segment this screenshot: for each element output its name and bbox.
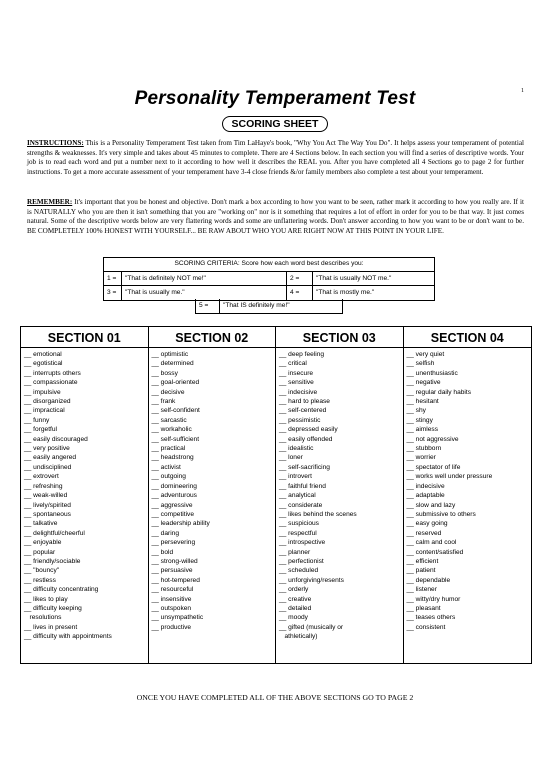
word-item: __ productive xyxy=(151,623,192,631)
word-item: __ resourceful xyxy=(151,586,194,594)
word-item: __ lives in present xyxy=(24,623,78,631)
word-item: __ enjoyable xyxy=(24,539,62,547)
word-item: __ lively/spirited xyxy=(24,501,71,509)
word-item: __ very positive xyxy=(24,445,70,453)
word-item: __ listener xyxy=(406,586,437,594)
section-04-column xyxy=(404,327,532,663)
instructions-paragraph xyxy=(27,139,524,177)
section-02-title: SECTION 02 xyxy=(149,327,276,348)
word-item: __ analytical xyxy=(279,492,316,500)
word-item: __ spectator of life xyxy=(406,463,461,471)
word-item: __ pessimistic xyxy=(279,416,321,424)
word-item: __ egotistical xyxy=(24,360,63,368)
word-item: __ deep feeling xyxy=(279,351,325,358)
word-item: __ outspoken xyxy=(151,604,192,612)
word-item: __ likes behind the scenes xyxy=(279,510,357,518)
word-item: __ regular daily habits xyxy=(406,388,472,396)
word-item: __ self-confident xyxy=(151,407,200,415)
page-title: Personality Temperament Test xyxy=(134,88,416,109)
word-item: __ moody xyxy=(279,614,308,622)
criteria-number: 4 = xyxy=(287,286,313,300)
word-item: __ calm and cool xyxy=(406,539,457,547)
footer-instruction: ONCE YOU HAVE COMPLETED ALL OF THE ABOVE SECTIONS GO TO PAGE 2 xyxy=(136,693,414,702)
word-item: __ interrupts others xyxy=(24,369,81,377)
word-item: __ bold xyxy=(151,548,174,556)
word-item: __ gifted (musically or xyxy=(279,623,344,631)
word-item: __ very quiet xyxy=(406,351,445,358)
word-item: __ compassionate xyxy=(24,379,78,387)
word-item: __ detailed xyxy=(279,604,312,612)
section-02-list xyxy=(149,348,276,632)
word-item: __ unenthusiastic xyxy=(406,369,458,377)
word-item: __ spontaneous xyxy=(24,510,71,518)
word-item: __ orderly xyxy=(279,586,309,594)
word-item: __ scheduled xyxy=(279,567,319,575)
word-item: __ "bouncy" xyxy=(24,567,60,575)
word-item: __ self-sacrificing xyxy=(279,463,330,471)
word-item: __ shy xyxy=(406,407,426,415)
word-item: __ sarcastic xyxy=(151,416,187,424)
word-item: __ disorganized xyxy=(24,398,71,406)
word-item: __ workaholic xyxy=(151,426,192,434)
section-03-column xyxy=(276,327,404,663)
scoring-criteria-title: SCORING CRITERIA: Score how each word best describes you: xyxy=(174,260,364,267)
section-01-list xyxy=(21,348,148,642)
word-item: __ undisciplined xyxy=(24,463,72,471)
word-item: __ difficulty with appointments xyxy=(24,633,112,641)
criteria-number: 5 = xyxy=(196,299,220,313)
word-item: __ unsympathetic xyxy=(151,614,204,622)
word-item: __ aggressive xyxy=(151,501,193,509)
section-01-title: SECTION 01 xyxy=(21,327,148,348)
word-item: __ worrier xyxy=(406,454,436,462)
word-item: __ depressed easily xyxy=(279,426,338,434)
word-item: __ easily offended xyxy=(279,435,333,443)
word-item: __ delightful/cheerful xyxy=(24,529,85,537)
word-item: __ respectful xyxy=(279,529,317,537)
criteria-description: "That is mostly me." xyxy=(316,289,375,296)
word-item: __ strong-willed xyxy=(151,557,198,565)
criteria-row-last xyxy=(195,299,343,314)
word-item: __ introspective xyxy=(279,539,326,547)
instructions-label: INSTRUCTIONS: xyxy=(27,139,84,147)
section-01-column xyxy=(21,327,149,663)
word-item: __ patient xyxy=(406,567,436,575)
word-item: __ indecisive xyxy=(279,388,318,396)
word-item: __ outgoing xyxy=(151,473,186,481)
word-item: __ determined xyxy=(151,360,194,368)
word-item: __ reserved xyxy=(406,529,442,537)
criteria-description: "That is definitely NOT me!" xyxy=(122,272,287,286)
word-item: __ activist xyxy=(151,463,181,471)
word-item: __ easily discouraged xyxy=(24,435,88,443)
word-item: __ hesitant xyxy=(406,398,439,406)
word-item: __ refreshing xyxy=(24,482,63,490)
word-item: __ stingy xyxy=(406,416,433,424)
word-item: athletically) xyxy=(279,633,318,641)
section-03-list xyxy=(276,348,403,642)
word-item: __ consistent xyxy=(406,623,446,631)
word-item: __ likes to play xyxy=(24,595,68,603)
criteria-row xyxy=(104,271,434,286)
criteria-number: 3 = xyxy=(104,286,122,300)
criteria-description: "That is usually NOT me." xyxy=(316,275,392,282)
word-item: __ daring xyxy=(151,529,179,537)
remember-label: REMEMBER: xyxy=(27,198,73,206)
word-item: __ adventurous xyxy=(151,492,197,500)
word-item: __ self-sufficient xyxy=(151,435,200,443)
word-item: __ impractical xyxy=(24,407,65,415)
word-item: __ critical xyxy=(279,360,307,368)
word-item: __ submissive to others xyxy=(406,510,476,518)
section-03-title: SECTION 03 xyxy=(276,327,403,348)
word-item: __ stubborn xyxy=(406,445,442,453)
sections-table xyxy=(20,326,532,664)
word-item: __ hard to please xyxy=(279,398,330,406)
word-item: __ introvert xyxy=(279,473,312,481)
word-item: __ decisive xyxy=(151,388,185,396)
word-item: __ goal-oriented xyxy=(151,379,200,387)
word-item: __ funny xyxy=(24,416,50,424)
word-item: __ extrovert xyxy=(24,473,59,481)
word-item: __ bossy xyxy=(151,369,178,377)
word-item: __ insensitive xyxy=(151,595,192,603)
instructions-text: This is a Personality Temperament Test taken from Tim LaHaye's book, "Why You Act The Way You Do". It helps assess your temperament of potential strengths & weaknesses. It's very simple and takes about 45 minutes to complete. There are 4 Sections below. In each section you will find a series of descriptive words. Your job is to read each word and put a number next to it according to how well it describes the REAL you. After you have completed all 4 Sections go to page 2 for further instructions. To get a more accurate assessment of your temperament have 3-4 close friends &/or family members also complete a test about your temperament. xyxy=(27,139,524,176)
criteria-description: "That is usually me." xyxy=(122,286,287,300)
word-item: __ friendly/sociable xyxy=(24,557,81,565)
word-item: __ pleasant xyxy=(406,604,441,612)
word-item: __ easily angered xyxy=(24,454,77,462)
criteria-row xyxy=(104,285,434,300)
word-item: __ loner xyxy=(279,454,303,462)
word-item: __ negative xyxy=(406,379,441,387)
word-item: __ emotional xyxy=(24,351,62,358)
word-item: __ dependable xyxy=(406,576,451,584)
word-item: __ perfectionist xyxy=(279,557,324,565)
word-item: __ easy going xyxy=(406,520,448,528)
criteria-number: 1 = xyxy=(104,272,122,286)
scoring-sheet-subtitle: SCORING SHEET xyxy=(222,116,329,132)
word-item: resolutions xyxy=(24,614,62,622)
word-item: __ sensitive xyxy=(279,379,314,387)
word-item: __ leadership ability xyxy=(151,520,210,528)
word-item: __ unforgiving/resents xyxy=(279,576,344,584)
word-item: __ difficulty keeping xyxy=(24,604,82,612)
criteria-description: "That IS definitely me!" xyxy=(223,302,290,309)
word-item: __ not aggressive xyxy=(406,435,459,443)
word-item: __ domineering xyxy=(151,482,197,490)
word-item: __ considerate xyxy=(279,501,323,509)
word-item: __ popular xyxy=(24,548,56,556)
word-item: __ persevering xyxy=(151,539,196,547)
section-04-title: SECTION 04 xyxy=(404,327,532,348)
word-item: __ talkative xyxy=(24,520,58,528)
word-item: __ works well under pressure xyxy=(406,473,493,481)
word-item: __ persuasive xyxy=(151,567,193,575)
word-item: __ suspicious xyxy=(279,520,319,528)
word-item: __ restless xyxy=(24,576,56,584)
word-item: __ forgetful xyxy=(24,426,57,434)
word-item: __ headstrong xyxy=(151,454,194,462)
word-item: __ practical xyxy=(151,445,186,453)
word-item: __ efficient xyxy=(406,557,439,565)
word-item: __ faithful friend xyxy=(279,482,326,490)
word-item: __ self-centered xyxy=(279,407,327,415)
word-item: __ adaptable xyxy=(406,492,445,500)
word-item: __ planner xyxy=(279,548,311,556)
word-item: __ hot-tempered xyxy=(151,576,200,584)
word-item: __ indecisive xyxy=(406,482,445,490)
scoring-criteria-box xyxy=(103,257,435,301)
remember-text: It's important that you be honest and objective. Don't mark a box according to how you want to be seen, rather mark it according to how you really are. If it is NATURALLY who you are then it isn't something that you are "working on" nor is it something that requires a lot of effort in order for you to be that way. It just comes natural. Some of the descriptive words below are very flattering words and some are unflattering words. Don't answer according to how you want to be or don't want to be. BE COMPLETELY 100% HONEST WITH YOURSELF... BE RAW ABOUT WHO YOU ARE RIGHT NOW AT THIS POINT IN YOUR LIFE. xyxy=(27,198,524,235)
word-item: __ weak-willed xyxy=(24,492,68,500)
section-04-list xyxy=(404,348,532,632)
word-item: __ aimless xyxy=(406,426,439,434)
word-item: __ teases others xyxy=(406,614,456,622)
criteria-number: 2 = xyxy=(287,272,313,286)
word-item: __ impulsive xyxy=(24,388,61,396)
word-item: __ creative xyxy=(279,595,312,603)
subtitle-wrapper xyxy=(0,114,550,132)
page-number: 1 xyxy=(521,88,524,94)
word-item: __ idealistic xyxy=(279,445,314,453)
word-item: __ slow and lazy xyxy=(406,501,456,509)
word-item: __ difficulty concentrating xyxy=(24,586,99,594)
word-item: __ optimistic xyxy=(151,351,189,358)
remember-paragraph xyxy=(27,198,524,236)
word-item: __ selfish xyxy=(406,360,435,368)
word-item: __ frank xyxy=(151,398,176,406)
word-item: __ witty/dry humor xyxy=(406,595,461,603)
word-item: __ content/satisfied xyxy=(406,548,464,556)
section-02-column xyxy=(149,327,277,663)
word-item: __ insecure xyxy=(279,369,314,377)
word-item: __ competitive xyxy=(151,510,195,518)
